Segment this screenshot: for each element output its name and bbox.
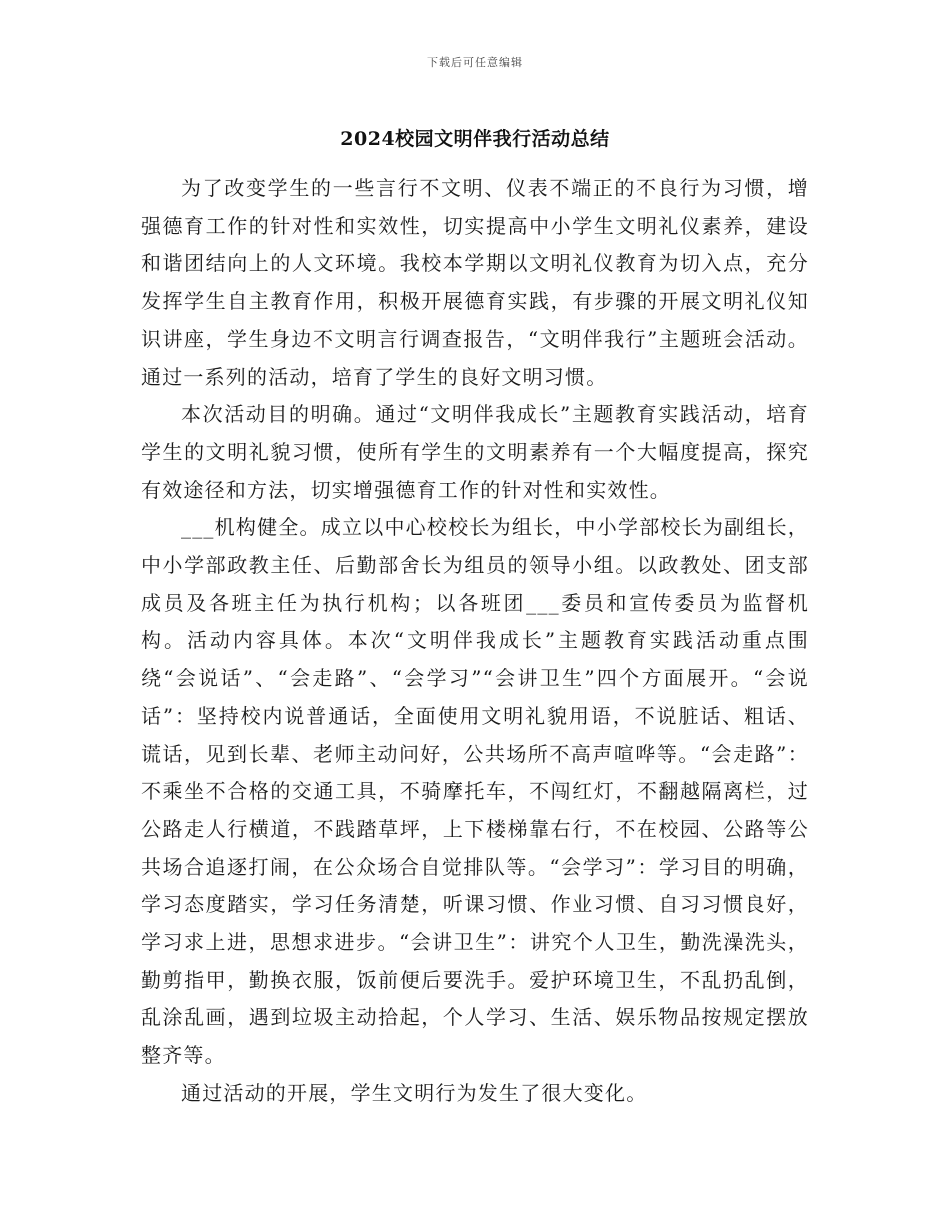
document-body [141, 170, 809, 1113]
paragraph: 为了改变学生的一些言行不文明、仪表不端正的不良行为习惯，增强德育工作的针对性和实效性，切实提高中小学生文明礼仪素养，建设和谐团结向上的人文环境。我校本学期以文明礼仪教育为切入点，充分发挥学生自主教育作用，积极开展德育实践，有步骤的开展文明礼仪知识讲座，学生身边不文明言行调查报告，“文明伴我行”主题班会活动。通过一系列的活动，培育了学生的良好文明习惯。 [141, 176, 809, 389]
paragraph: ___机构健全。成立以中心校校长为组长，中小学部校长为副组长，中小学部政教主任、后勤部舍长为组员的领导小组。以政教处、团支部成员及各班主任为执行机构；以各班团___委员和宣传委员为监督机构。活动内容具体。本次“文明伴我成长”主题教育实践活动重点围绕“会说话”、“会走路”、“会学习”“会讲卫生”四个方面展开。“会说话”：坚持校内说普通话，全面使用文明礼貌用语，不说脏话、粗话、谎话，见到长辈、老师主动问好，公共场所不高声喧哗等。“会走路”：不乘坐不合格的交通工具，不骑摩托车，不闯红灯，不翻越隔离栏，过公路走人行横道，不践踏草坪，上下楼梯靠右行，不在校园、公路等公共场合追逐打闹，在公众场合自觉排队等。“会学习”：学习目的明确，学习态度踏实，学习任务清楚，听课习惯、作业习惯、自习习惯良好，学习求上进，思想求进步。“会讲卫生”：讲究个人卫生，勤洗澡洗头，勤剪指甲，勤换衣服，饭前便后要洗手。爱护环境卫生，不乱扔乱倒，乱涂乱画，遇到垃圾主动拾起，个人学习、生活、娱乐物品按规定摆放整齐等。 [141, 515, 809, 1068]
document-title: 2024校园文明伴我行活动总结 [340, 128, 610, 150]
paragraph: 本次活动目的明确。通过“文明伴我成长”主题教育实践活动，培育学生的文明礼貌习惯，使所有学生的文明素养有一个大幅度提高，探究有效途径和方法，切实增强德育工作的针对性和实效性。 [141, 402, 809, 502]
paragraph: 通过活动的开展，学生文明行为发生了很大变化。 [181, 1080, 648, 1105]
page-header-note: 下载后可任意编辑 [427, 56, 523, 69]
